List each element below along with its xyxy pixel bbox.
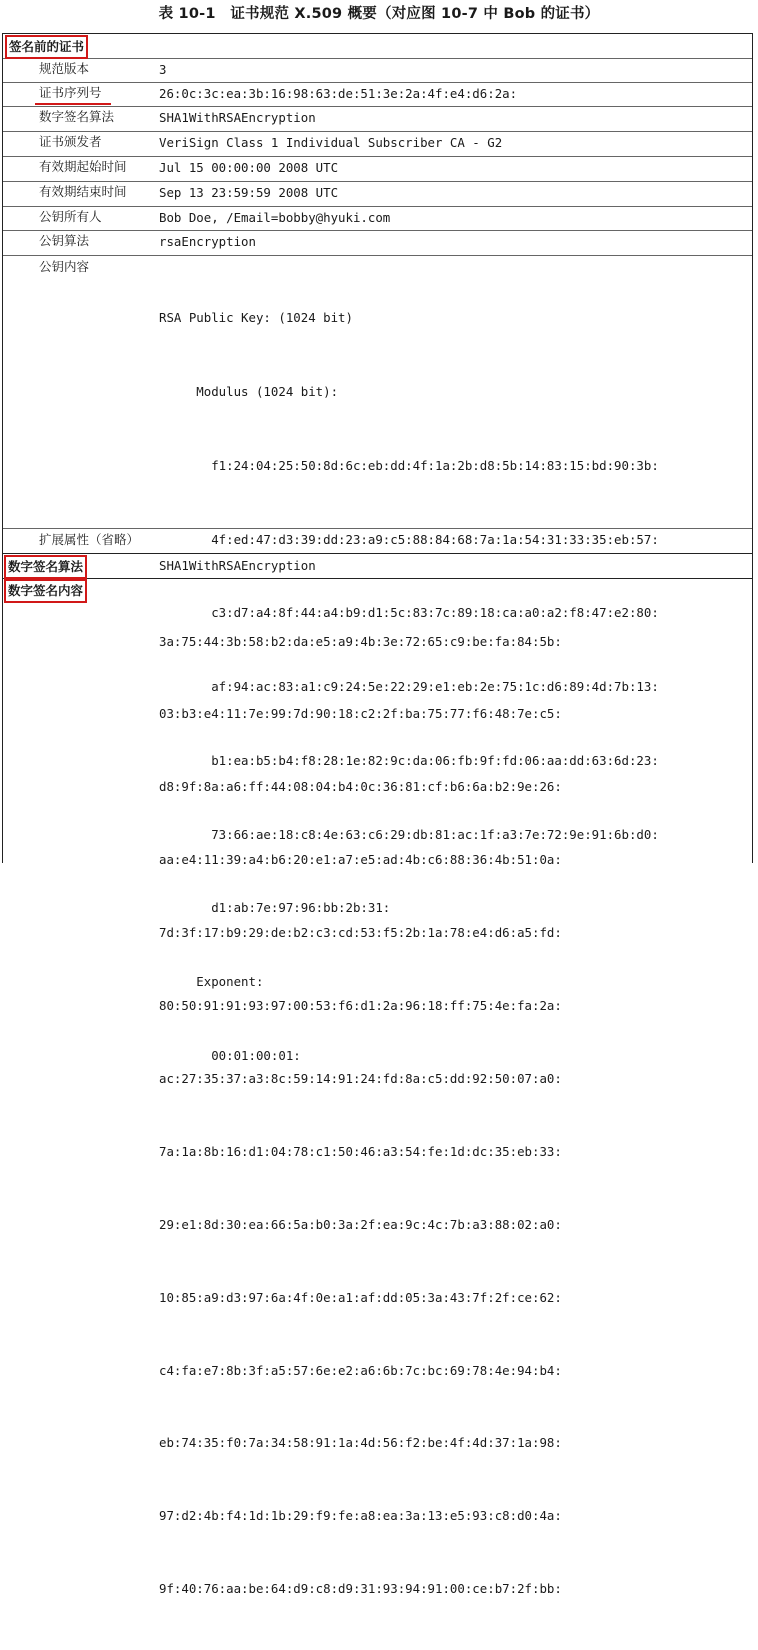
signature-line: 7a:1a:8b:16:d1:04:78:c1:50:46:a3:54:fe:1d:dc:35:eb:33: xyxy=(159,1143,562,1159)
row-label: 公钥算法 xyxy=(39,233,90,248)
section-before-sign xyxy=(3,34,752,59)
signature-line: 7d:3f:17:b9:29:de:b2:c3:cd:53:f5:2b:1a:78:e4:d6:a5:fd: xyxy=(159,925,562,941)
row-label: 证书序列号 xyxy=(39,85,102,100)
table-row-extensions xyxy=(3,528,752,554)
row-value: Bob Doe, /Email=bobby@hyuki.com xyxy=(159,210,391,225)
signature-line: d8:9f:8a:a6:ff:44:08:04:b4:0c:36:81:cf:b6:6a:b2:9e:26: xyxy=(159,779,562,795)
signature-line: aa:e4:11:39:a4:b6:20:e1:a7:e5:ad:4b:c6:88:36:4b:51:0a: xyxy=(159,852,562,868)
public-key-line: 73:66:ae:18:c8:4e:63:c6:29:db:81:ac:1f:a3:7e:72:9e:91:6b:d0: xyxy=(159,826,659,842)
public-key-line: Modulus (1024 bit): xyxy=(159,383,339,399)
row-value: Sep 13 23:59:59 2008 UTC xyxy=(159,185,339,200)
signature-line: 80:50:91:91:93:97:00:53:f6:d1:2a:96:18:ff:75:4e:fa:2a: xyxy=(159,998,562,1014)
signature-line: 3a:75:44:3b:58:b2:da:e5:a9:4b:3e:72:65:c9:be:fa:84:5b: xyxy=(159,633,562,649)
row-value: 3 xyxy=(159,62,167,77)
table-row xyxy=(3,58,752,83)
serial-number-underline xyxy=(35,103,111,105)
public-key-line: 00:01:00:01: xyxy=(159,1048,301,1063)
signature-value-block xyxy=(159,581,562,1650)
row-value: Jul 15 00:00:00 2008 UTC xyxy=(159,160,339,175)
row-value: SHA1WithRSAEncryption xyxy=(159,110,316,125)
certificate-table xyxy=(2,33,753,1597)
signature-line: c4:fa:e7:8b:3f:a5:57:6e:e2:a6:6b:7c:bc:69:78:4e:94:b4: xyxy=(159,1362,562,1378)
table-row xyxy=(3,156,752,182)
section-header-signature-algorithm: 数字签名算法 xyxy=(4,555,87,579)
row-value: VeriSign Class 1 Individual Subscriber CA - G2 xyxy=(159,135,503,150)
signature-line: 9f:40:76:aa:be:64:d9:c8:d9:31:93:94:91:00:ce:b7:2f:bb: xyxy=(159,1581,562,1597)
public-key-line: Exponent: xyxy=(159,974,264,990)
table-row xyxy=(3,181,752,207)
signature-line: 10:85:a9:d3:97:6a:4f:0e:a1:af:dd:05:3a:43:7f:2f:ce:62: xyxy=(159,1289,562,1305)
public-key-line: f1:24:04:25:50:8d:6c:eb:dd:4f:1a:2b:d8:5b:14:83:15:bd:90:3b: xyxy=(159,457,659,473)
table-caption: 表 10-1 证书规范 X.509 概要（对应图 10-7 中 Bob 的证书） xyxy=(158,6,600,22)
public-key-line: af:94:ac:83:a1:c9:24:5e:22:29:e1:eb:2e:75:1c:d6:89:4d:7b:13: xyxy=(159,679,659,695)
table-row xyxy=(3,82,752,107)
table-row xyxy=(3,230,752,256)
row-label: 证书颁发者 xyxy=(39,134,102,149)
row-label: 数字签名算法 xyxy=(39,109,115,124)
row-label: 公钥所有人 xyxy=(39,209,102,224)
public-key-line: RSA Public Key: (1024 bit) xyxy=(159,310,353,326)
public-key-line: b1:ea:b5:b4:f8:28:1e:82:9c:da:06:fb:9f:fd:06:aa:dd:63:6d:23: xyxy=(159,752,659,768)
row-label: 扩展属性（省略） xyxy=(39,532,140,547)
row-value: SHA1WithRSAEncryption xyxy=(159,558,316,573)
signature-line: 29:e1:8d:30:ea:66:5a:b0:3a:2f:ea:9c:4c:7b:a3:88:02:a0: xyxy=(159,1216,562,1232)
signature-line: 03:b3:e4:11:7e:99:7d:90:18:c2:2f:ba:75:77:f6:48:7e:c5: xyxy=(159,706,562,722)
public-key-line: d1:ab:7e:97:96:bb:2b:31: xyxy=(159,900,391,916)
public-key-line: c3:d7:a4:8f:44:a4:b9:d1:5c:83:7c:89:18:ca:a0:a2:f8:47:e2:80: xyxy=(159,605,659,621)
table-row xyxy=(3,131,752,157)
row-label: 有效期结束时间 xyxy=(39,184,127,199)
signature-line: eb:74:35:f0:7a:34:58:91:1a:4d:56:f2:be:4f:4d:37:1a:98: xyxy=(159,1435,562,1451)
section-header-signature-value: 数字签名内容 xyxy=(4,579,87,603)
table-row xyxy=(3,106,752,132)
row-label: 有效期起始时间 xyxy=(39,159,127,174)
row-label: 公钥内容 xyxy=(39,259,90,274)
row-value: 26:0c:3c:ea:3b:16:98:63:de:51:3e:2a:4f:e4:d6:2a: xyxy=(159,86,518,101)
row-label: 规范版本 xyxy=(39,61,90,76)
section-signature-algorithm xyxy=(3,553,752,579)
table-row xyxy=(3,206,752,231)
public-key-line: 4f:ed:47:d3:39:dd:23:a9:c5:88:84:68:7a:1a:54:31:33:35:eb:57: xyxy=(159,531,659,547)
row-value: rsaEncryption xyxy=(159,234,256,249)
signature-line: 97:d2:4b:f4:1d:1b:29:f9:fe:a8:ea:3a:13:e5:93:c8:d0:4a: xyxy=(159,1508,562,1524)
signature-line: ac:27:35:37:a3:8c:59:14:91:24:fd:8a:c5:dd:92:50:07:a0: xyxy=(159,1070,562,1086)
section-header-before-sign: 签名前的证书 xyxy=(5,35,88,59)
